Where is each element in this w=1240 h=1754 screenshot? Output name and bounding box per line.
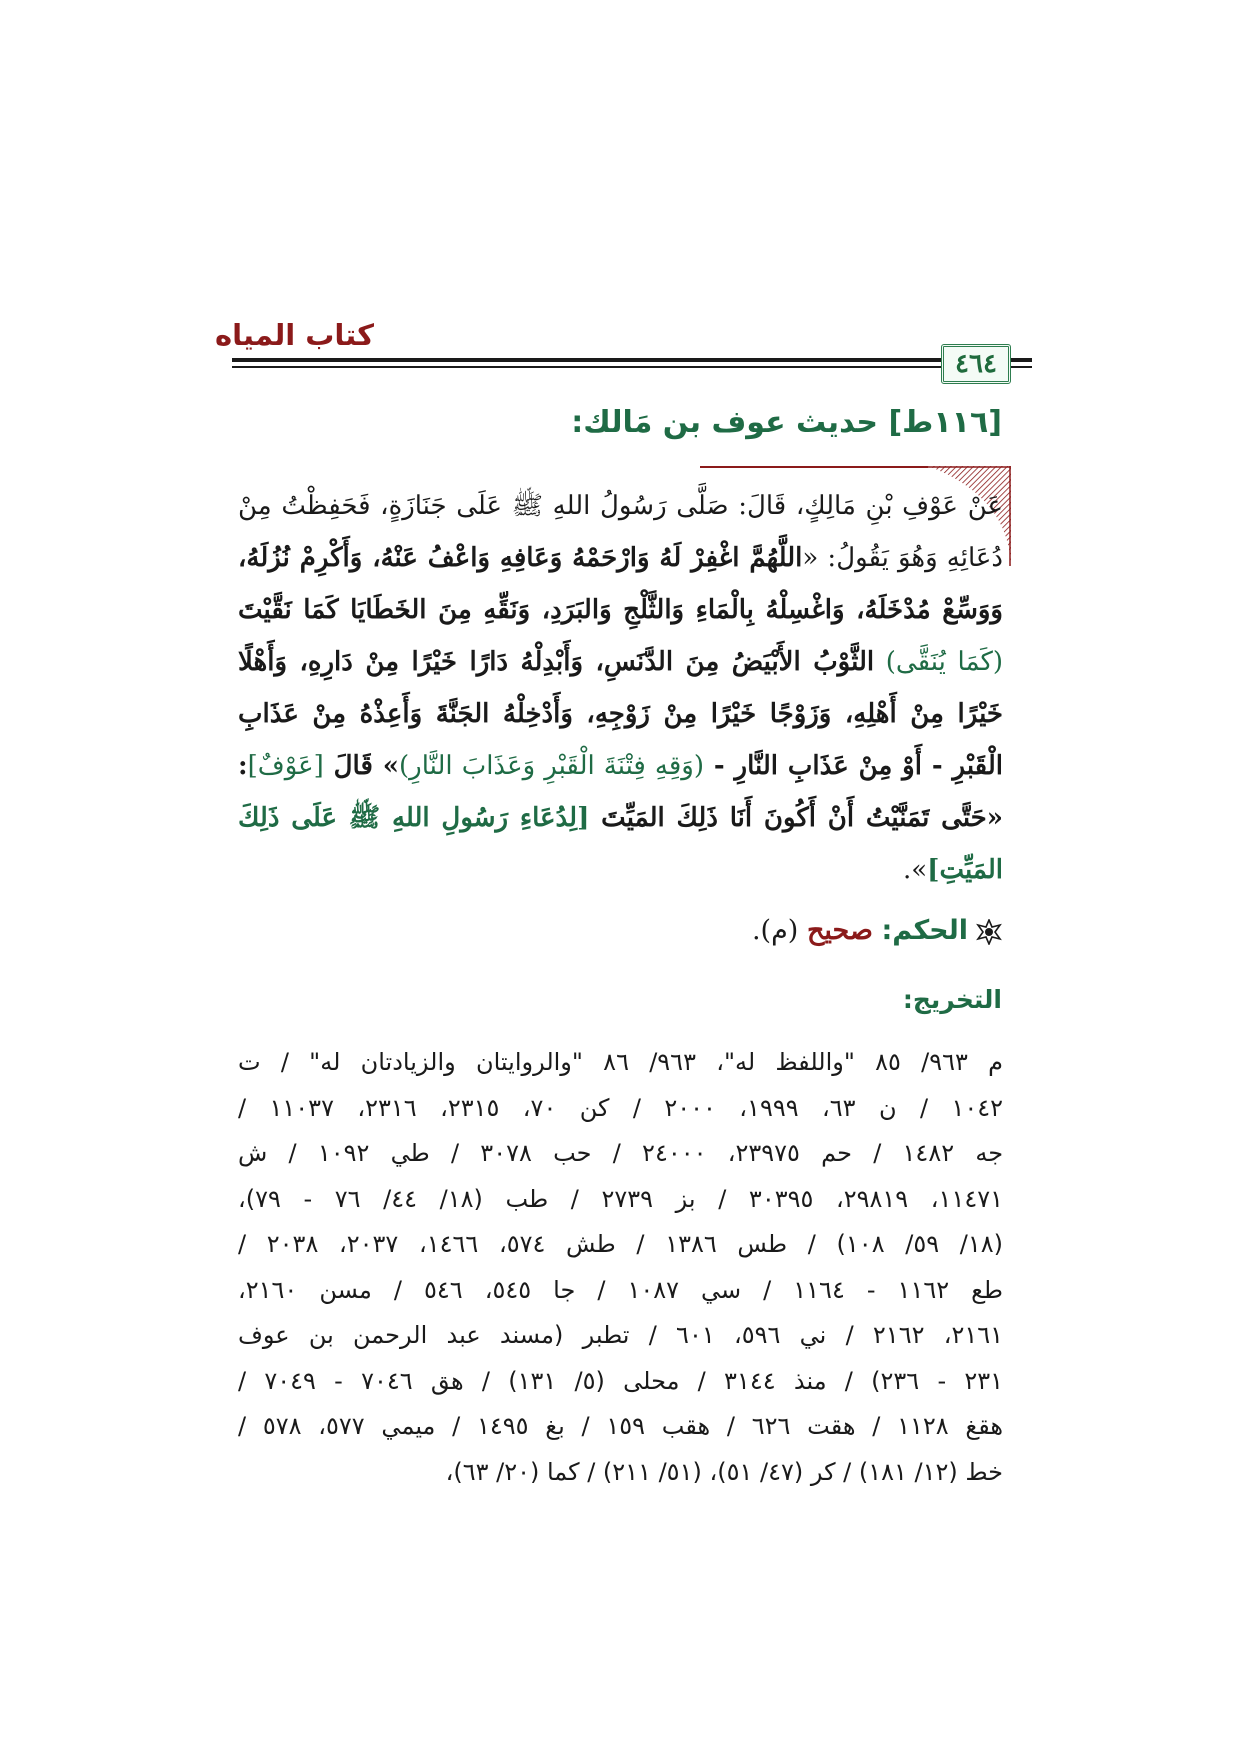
ruling-label: الحكم: xyxy=(881,915,968,946)
reference-line: جه ١٤٨٢ / حم ٢٣٩٧٥، ٢٤٠٠٠ / حب ٣٠٧٨ / طي ١٠٩٢ / ش xyxy=(238,1139,1004,1167)
hadith-text: عَنْ عَوْفِ بْنِ مَالِكٍ، قَالَ: صَلَّى رَسُولُ اللهِ ﷺ عَلَى جَنَازَةٍ، فَحَفِظْتُ مِنْ دُعَائِهِ وَهُوَ يَقُولُ: «اللَّهُمَّ اغْفِرْ لَهُ وَارْحَمْهُ وَعَافِهِ وَاعْفُ عَنْهُ، وَأَكْرِمْ نُزُلَهُ، وَوَسِّعْ مُدْخَلَهُ، وَاغْسِلْهُ بِالْمَاءِ وَالثَّلْجِ وَالبَرَدِ، وَنَقِّهِ مِنَ الخَطَايَا كَمَا نَقَّيْتَ (كَمَا يُنَقَّى) الثَّوْبُ الأَبْيَضُ مِنَ الدَّنَسِ، وَأَبْدِلْهُ دَارًا خَيْرًا مِنْ دَارِهِ، وَأَهْلًا خَيْرًا مِنْ أَهْلِهِ، وَزَوْجًا خَيْرًا مِنْ زَوْجِهِ، وَأَدْخِلْهُ الجَنَّةَ وَأَعِذْهُ مِنْ عَذَابِ الْقَبْرِ - أَوْ مِنْ عَذَابِ النَّارِ - (وَقِهِ فِتْنَةَ الْقَبْرِ وَعَذَابَ النَّارِ)» قَالَ [عَوْفٌ]: «حَتَّى تَمَنَّيْتُ أَنْ أَكُونَ أَنَا ذَلِكَ المَيِّتَ [لِدُعَاءِ رَسُولِ اللهِ ﷺ عَلَى ذَلِكَ المَيِّتِ]». xyxy=(238,491,1004,885)
takhrij-references xyxy=(238,1040,1003,1495)
reference-line: (١٨/ ٥٩/ ١٠٨) / طس ١٣٨٦ / طش ٥٧٤، ١٤٦٦، ٢٠٣٧، ٢٠٣٨ / xyxy=(238,1230,1004,1258)
section-heading: [١١٦ط] حديث عوف بن مَالك: xyxy=(571,405,1002,440)
takhrij-heading: التخريج: xyxy=(902,985,1002,1014)
page-number: ٤٦٤ xyxy=(941,344,1011,384)
book-title: كتاب المياه xyxy=(215,318,374,352)
reference-line: خط (١٢/ ١٨١) / كر (٤٧/ ٥١)، (٥١/ ٢١١) / كما (٢٠/ ٦٣)، xyxy=(445,1457,1003,1486)
ruling-value: صحيح xyxy=(806,915,873,946)
ruling xyxy=(752,915,1002,946)
reference-line: ١٠٤٢ / ن ٦٣، ١٩٩٩، ٢٠٠٠ / كن ٧٠، ٢٣١٥، ٢٣١٦، ١١٠٣٧ / xyxy=(238,1093,1004,1122)
reference-line: هقغ ١١٢٨ / هقت ٦٢٦ / هقب ١٥٩ / بغ ١٤٩٥ / ميمي ٥٧٧، ٥٧٨ / xyxy=(238,1412,1003,1440)
reference-line: طع ١١٦٢ - ١١٦٤ / سي ١٠٨٧ / جا ٥٤٥، ٥٤٦ / مسن ٢١٦٠، xyxy=(238,1275,1004,1304)
reference-line: م ٩٦٣/ ٨٥ "واللفظ له"، ٩٦٣/ ٨٦ "والروايتان والزيادتان له" / ت xyxy=(238,1048,1003,1076)
star-seal-icon xyxy=(976,919,1002,945)
reference-line: ١١٤٧١، ٢٩٨١٩، ٣٠٣٩٥ / بز ٢٧٣٩ / طب (١٨/ ٤٤/ ٧٦ - ٧٩)، xyxy=(238,1184,1003,1213)
header-rule xyxy=(232,358,977,362)
reference-line: ٢١٦١، ٢١٦٢ / ني ٥٩٦، ٦٠١ / تطبر (مسند عبد الرحمن بن عوف xyxy=(238,1321,1004,1349)
ornament-line xyxy=(700,466,928,468)
ruling-source: (م). xyxy=(751,915,799,946)
reference-line: ٢٣١ - ٢٣٦) / منذ ٣١٤٤ / محلى (٥/ ١٣١) / هق ٧٠٤٦ - ٧٠٤٩ / xyxy=(238,1366,1004,1395)
header-rule xyxy=(232,366,977,368)
